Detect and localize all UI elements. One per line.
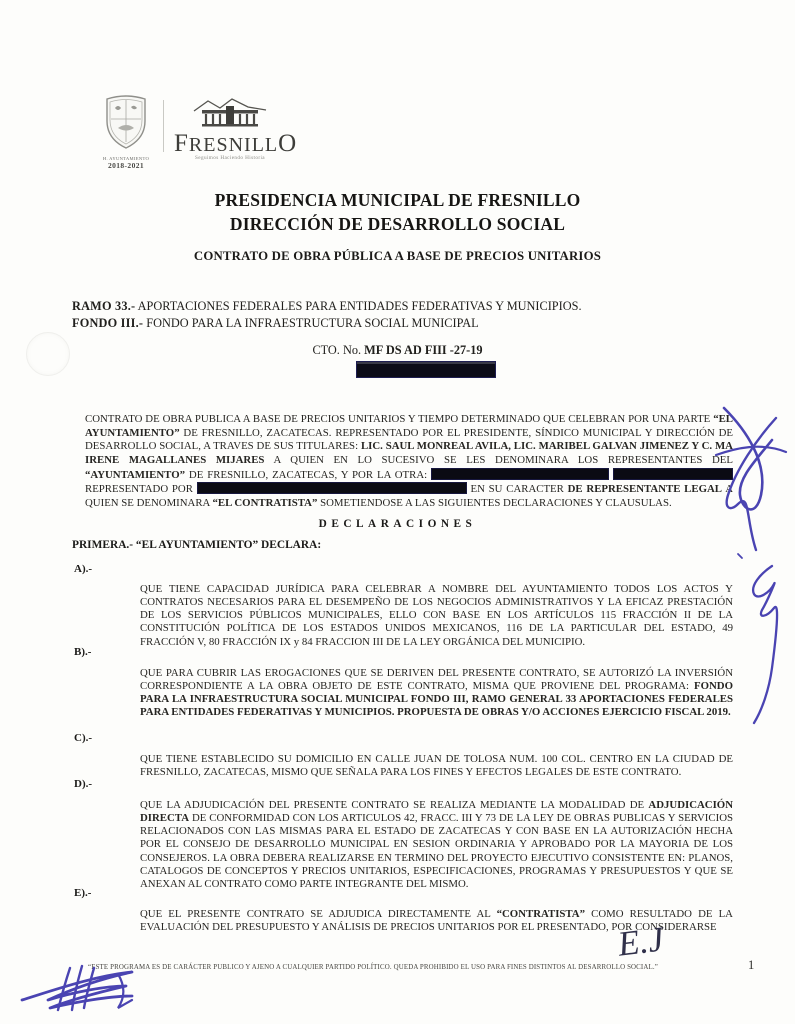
- brand-name-final: O: [278, 130, 298, 157]
- fondo-text: FONDO PARA LA INFRAESTRUCTURA SOCIAL MUNICIPAL: [143, 315, 479, 330]
- intro-text: REPRESENTADO POR: [85, 483, 197, 496]
- ramo-label: RAMO 33.-: [72, 299, 136, 313]
- crest-caption: H. AYUNTAMIENTO: [102, 156, 150, 161]
- brand-logo: [174, 97, 298, 161]
- item-label-b: B).-: [74, 646, 92, 658]
- primera-heading: PRIMERA.- “EL AYUNTAMIENTO” DECLARA:: [72, 539, 322, 551]
- declarations-heading: DECLARACIONES: [318, 518, 477, 530]
- intro-text: DE FRESNILLO, ZACATECAS, Y POR LA OTRA:: [185, 468, 432, 481]
- intro-text: A QUIEN SE DENOMINARA: [85, 483, 733, 510]
- intro-text: EN SU CARACTER: [466, 483, 568, 496]
- item-label-d: D).-: [74, 778, 93, 790]
- footer-disclaimer: “ESTE PROGRAMA ES DE CARÁCTER PUBLICO Y AJENO A CUALQUIER PARTIDO POLÍTICO. QUEDA PROHIBIDO EL USO PARA FINES DISTINTOS AL DESARROLLO SOCIAL.”: [88, 964, 658, 971]
- intro-paragraph: [85, 413, 733, 511]
- brand-name-middle: RESNILL: [188, 134, 279, 156]
- item-e-text: QUE EL PRESENTE CONTRATO SE ADJUDICA DIRECTAMENTE AL: [140, 907, 497, 920]
- intro-bold-contratista: “EL CONTRATISTA”: [212, 497, 318, 510]
- item-c-text: QUE TIENE ESTABLECIDO SU DOMICILIO EN CALLE JUAN DE TOLOSA NUM. 100 COL. CENTRO EN LA CIUDAD DE FRESNILLO, ZACATECAS, MISMO QUE SEÑALA PARA LOS FINES Y EFECTOS LEGALES DE ESTE CONTRATO.: [140, 752, 733, 778]
- item-text-c: [140, 753, 733, 779]
- crest-years: 2018-2021: [107, 161, 145, 170]
- page-number: 1: [748, 958, 755, 972]
- intro-text: CONTRATO DE OBRA PUBLICA A BASE DE PRECIOS UNITARIOS Y TIEMPO DETERMINADO QUE CELEBRAN POR UNA PARTE: [85, 412, 714, 425]
- redaction-bar-other-party2: [613, 468, 733, 480]
- item-text-a: [140, 583, 733, 649]
- ramo-line: [72, 298, 732, 315]
- title-line2: DIRECCIÓN DE DESARROLLO SOCIAL: [229, 214, 566, 234]
- cto-number: MF DS AD FIII -27-19: [364, 343, 483, 357]
- item-e-bold-contratista: “CONTRATISTA”: [496, 907, 585, 920]
- building-icon: [188, 97, 272, 129]
- redaction-bar-contract-name: [356, 361, 496, 378]
- item-label-e: E).-: [74, 887, 92, 899]
- crest-shield-icon: [102, 92, 150, 150]
- contract-number-line: [0, 343, 795, 358]
- item-b-bold-programa: FONDO PARA LA INFRAESTRUCTURA SOCIAL MUNICIPAL FONDO III, RAMO GENERAL 33 APORTACIONES FEDERALES PARA ENTIDADES FEDERATIVAS Y MUNICIPIOS. PROPUESTA DE OBRAS Y/O ACCIONES EJERCICIO FISCAL 2019.: [140, 680, 733, 719]
- cto-label: CTO. No.: [312, 343, 365, 357]
- intro-text: A QUIEN EN LO SUCESIVO SE LES DENOMINARA LOS REPRESENTANTES DEL: [264, 453, 733, 466]
- title-line1: PRESIDENCIA MUNICIPAL DE FRESNILLO: [214, 190, 581, 210]
- item-text-b: [140, 667, 733, 720]
- signature-ink-lower-right: [732, 548, 792, 728]
- item-text-d: [140, 799, 733, 891]
- fondo-label: FONDO III.-: [72, 315, 144, 330]
- document-title: [0, 188, 795, 236]
- intro-bold-representante: DE REPRESENTANTE LEGAL: [567, 483, 722, 496]
- redaction-bar-representative: [197, 482, 467, 494]
- logo-divider: [163, 100, 164, 152]
- item-label-c: C).-: [74, 732, 93, 744]
- intro-bold-titulares: LIC. SAUL MONREAL AVILA, LIC. MARIBEL GALVAN JIMENEZ Y C. MA IRENE MAGALLANES MIJARES: [85, 440, 733, 466]
- item-e-text2: COMO RESULTADO DE LA EVALUACIÓN DEL PRESUPUESTO Y ANÁLISIS DE PRECIOS UNITARIOS POR EL PRESENTADO, POR CONSIDERARSE: [140, 907, 733, 933]
- municipal-crest: [98, 92, 154, 170]
- item-b-text: QUE PARA CUBRIR LAS EROGACIONES QUE SE DERIVEN DEL PRESENTE CONTRATO, SE AUTORIZÓ LA INVERSIÓN CORRESPONDIENTE A LA OBRA OBJETO DE ESTE CONTRATO, MISMA QUE PROVIENE DEL PROGRAMA:: [140, 666, 733, 692]
- ramo-text: APORTACIONES FEDERALES PARA ENTIDADES FEDERATIVAS Y MUNICIPIOS.: [135, 299, 582, 313]
- brand-tagline: Seguimos Haciendo Historia: [194, 155, 266, 161]
- hole-punch-mark: [26, 332, 70, 376]
- item-d-bold-adjudicacion: ADJUDICACIÓN DIRECTA: [140, 798, 733, 824]
- document-subtitle: CONTRATO DE OBRA PÚBLICA A BASE DE PRECIOS UNITARIOS: [193, 249, 602, 263]
- item-a-text: QUE TIENE CAPACIDAD JURÍDICA PARA CELEBRAR A NOMBRE DEL AYUNTAMIENTO TODOS LOS ACTOS Y CONTRATOS NECESARIOS PARA EL DESEMPEÑO DE LOS NEGOCIOS ADMINISTRATIVOS Y LA EFICAZ PRESTACIÓN DE LOS SERVICIOS PÚBLICOS MUNICIPALES, ELLO CON BASE EN LOS ARTÍCULOS 115 FRACCIÓN II DE LA CONSTITUCIÓN POLÍTICA DE LOS ESTADOS UNIDOS MEXICANOS, 116 DE LA PARTICULAR DEL ESTADO, 49 FRACCIÓN V, 80 FRACCIÓN IX y 84 FRACCION III DE LA LEY ORGÁNICA DEL MUNICIPIO.: [140, 582, 733, 648]
- intro-text: SOMETIENDOSE A LAS SIGUIENTES DECLARACIONES Y CLAUSULAS.: [317, 497, 672, 510]
- fondo-line: [72, 315, 732, 332]
- handwritten-note: E.J: [615, 919, 666, 964]
- brand-name-initial: F: [174, 130, 189, 157]
- redaction-bar-other-party: [431, 468, 609, 480]
- brand-name: [174, 130, 298, 157]
- intro-bold-ayuntamiento2: “AYUNTAMIENTO”: [85, 468, 185, 481]
- item-label-a: A).-: [74, 563, 93, 575]
- intro-text: DE FRESNILLO, ZACATECAS. REPRESENTADO POR EL PRESIDENTE, SÍNDICO MUNICIPAL Y DIRECCIÓN DE DESARROLLO SOCIAL, A TRAVES DE SUS TITULARES:: [85, 426, 733, 453]
- program-block: [72, 298, 732, 331]
- item-d-text: QUE LA ADJUDICACIÓN DEL PRESENTE CONTRATO SE REALIZA MEDIANTE LA MODALIDAD DE: [140, 798, 649, 811]
- item-d-text2: DE CONFORMIDAD CON LOS ARTICULOS 42, FRACC. III Y 73 DE LA LEY DE OBRAS PUBLICAS Y SERVICIOS RELACIONADOS CON LAS MISMAS PARA EL ESTADO DE ZACATECAS Y CON BASE EN LA AUTORIZACIÓN HECHA POR EL CONSEJO DE DESARROLLO MUNICIPAL EN SESION ORDINARIA Y APROBADO POR LA MAYORIA DE LOS CONSEJEROS. LA OBRA DEBERA REALIZARSE EN TERMINO DEL PROYECTO EJECUTIVO CONSISTENTE EN: PLANOS, CATALOGOS DE CONCEPTOS Y PRECIOS UNITARIOS, ESPECIFICACIONES, PROGRAMAS Y PRESUPUESTOS Y QUE SE ANEXAN AL CONTRATO COMO PARTE INTEGRANTE DEL MISMO.: [140, 812, 733, 891]
- intro-bold-ayuntamiento: “EL AYUNTAMIENTO”: [85, 412, 733, 439]
